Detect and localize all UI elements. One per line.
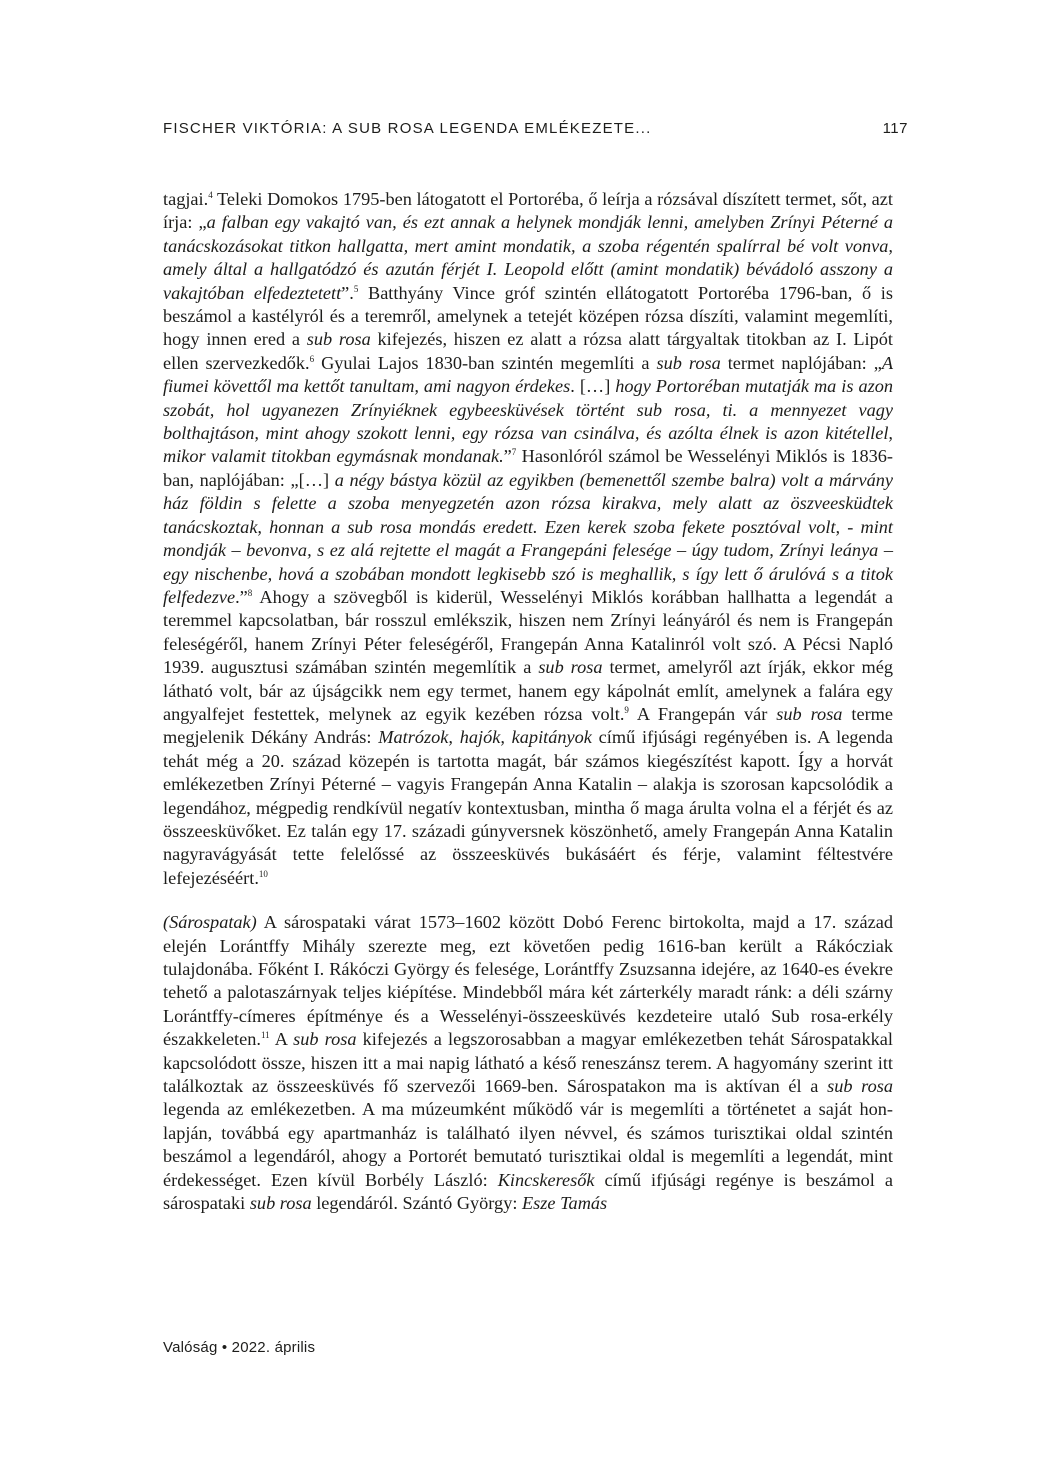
text-run: Teleki Domokos 1795-ben látogatott el Portoréba, ő leírja a rózsával díszített termet, sőt, azt írja: „ <box>163 189 893 233</box>
text-run: kifejezés, hiszen ez alatt a rózsa alatt tárgyaltak titokban az I. Lipót ellen szervezkedők. <box>163 329 893 373</box>
text-run: . […] <box>570 376 616 397</box>
article-body <box>163 188 893 1215</box>
italic-run: sub rosa <box>776 703 843 724</box>
text-run: A <box>269 1029 294 1050</box>
italic-run: (Sárospatak) <box>163 912 257 933</box>
text-run: A sárospataki várat 1573–1602 között Dobó Ferenc birtokolta, majd a 17. század elején Lorántffy Mihály szerezte meg, ezt követően pedig 1616-ban került a Rákócziak tulajdonába. Főként I. Rákóczi György és felesége, Lorántffy Zsuzsanna idejére, az 1640-es évekre tehető a palotaszárnyak teljes kiépítése. Mindebből mára két zárterkély maradt ránk: a déli szárny Lorántffy-címeres építménye és a Wesselényi-összeesküvés kezdeteire utaló Sub rosa-erkély északkeleten. <box>163 912 893 1050</box>
footnote-ref: 8 <box>247 587 253 598</box>
italic-run: sub rosa <box>827 1076 893 1097</box>
page-footer: Valóság • 2022. április <box>163 1339 316 1356</box>
text-run: A Frangepán vár <box>628 703 777 724</box>
italic-run: Kincskeresők <box>497 1169 595 1190</box>
italic-run: sub rosa <box>306 329 371 350</box>
italic-run: sub rosa <box>538 657 603 678</box>
text-run: .” <box>235 586 248 607</box>
page-number: 117 <box>882 120 908 137</box>
italic-run: hogy Portoréban mutatják ma is azon szobát, hol ugyanezen Zrínyiéknek egybeesküvések történt sub rosa, ti. a mennyezet vagy bolthajtáson, mint ahogy szokott lenni, egy rózsa van csinálva, és azólta élnek is azon kitétellel, mikor valamit titokban egymásnak mondanak. <box>163 376 894 467</box>
text-run: Batthyány Vince gróf szintén ellátogatott Portoréba 1796-ban, ő is beszámol a kastélyról és a teremről, amelynek a tetejét középen rózsa díszíti, valamint megemlíti, hogy innen ered a <box>163 282 893 350</box>
italic-run: sub rosa <box>249 1193 312 1214</box>
footnote-ref: 10 <box>258 868 268 879</box>
italic-run: sub rosa <box>293 1029 357 1050</box>
text-run: ”. <box>341 282 354 303</box>
running-header <box>163 120 908 144</box>
footnote-ref: 9 <box>624 704 629 715</box>
italic-run: Matrózok, hajók, kapitányok <box>378 727 592 748</box>
text-run: terme megjelenik Dékány András: <box>163 703 893 748</box>
text-run: kifejezés a legszorosabban a magyar emlékezetben tehát Sárospatakkal kapcsolódott össze, hiszen itt a mai napig látható a késő reneszánsz terem. A hagyomány szerint itt találkoztak az összeesküvés fő szervezői 1669-ben. Sárospatakon ma is aktívan él a <box>163 1029 893 1097</box>
text-run: Hasonlóról számol be Wesselényi Miklós is 1836-ban, naplójában: „[…] <box>163 446 893 490</box>
paragraph-portore <box>163 188 893 890</box>
italic-run: A fiumei követtől ma kettőt tanultam, ami nagyon érdekes <box>163 352 893 397</box>
italic-run: Esze Tamás <box>521 1193 608 1214</box>
text-run: ” <box>503 446 512 467</box>
footnote-ref: 4 <box>208 190 213 200</box>
italic-run: a négy bástya közül az egyikben (bemenettől szembe balra) volt a márvány ház földin s felette a szoba menyegzetén azon rózsa kirakva, mely alatt az öszveesküdtek tanácskoztak, honnan a sub rosa mondás eredett. Ezen kerek szoba fekete posztóval volt, - mint mondják – bevonva, s ez alá rejtette el magát a Frangepáni felesége – úgy tudom, Zrínyi leánya – egy nischenbe, hová a szobában mondott legkisebb szó is meghallik, s így lett ő árulóvá s a titok felfedezve <box>163 469 893 607</box>
text-run: tagjai. <box>163 189 209 209</box>
text-run: Gyulai Lajos 1830-ban szintén megemlíti a <box>314 352 657 373</box>
footnote-ref: 7 <box>511 447 517 458</box>
footnote-ref: 5 <box>353 283 359 294</box>
text-run: termet naplójában: „ <box>720 352 882 373</box>
text-run: című ifjúsági regénye is beszámol a sárospataki <box>163 1169 893 1214</box>
text-run: termet, amelyről azt írják, ekkor még látható volt, bár az újságcikk nem egy termet, hanem egy kápolnát említ, amelynek a falára egy angyalfejet festettek, melynek az egyik kezében rózsa volt. <box>163 657 893 724</box>
text-run: legenda az emlékezetben. A ma múzeumként működő vár is megemlíti a történetet a saját honlapján, továbbá egy apartmanház is található ilyen névvel, és számos turisztikai oldal szintén beszámol a legendáról, ahogy a Portorét bemutató turisztikai oldal is megemlíti a legendát, mint érdekességet. Ezen kívül Borbély László: <box>163 1099 893 1190</box>
italic-run: a falban egy vakajtó van, és ezt annak a helynek mondják lenni, amelyben Zrínyi Péterné a tanácskozásokat titkon hallgatta, mert amint mondatik, a szoba régentén spalírral bé volt vonva, amely által a hallgatódzó és azután férjét I. Leopold előtt (amint mondatik) bévádoló asszony a vakajtóban elfedeztetett <box>163 212 893 303</box>
running-title: FISCHER VIKTÓRIA: A SUB ROSA LEGENDA EMLÉKEZETE... <box>163 120 652 137</box>
text-run: Ahogy a szövegből is kiderül, Wesselényi Miklós korábban hallhatta a legendát a teremmel kapcsolatban, bár rosszul emlékszik, hiszen nem Zrínyi leányáról és nem is Frangepán feleségéről, hanem Zrínyi Péter feleségéről, Frangepán Anna Katalinról volt szó. A Pécsi Napló 1939. augusztusi számában szintén megemlítik a <box>163 586 893 678</box>
italic-run: sub rosa <box>656 352 721 373</box>
footnote-ref: 6 <box>309 353 315 364</box>
text-run: című ifjúsági regényében is. A legenda tehát még a 20. század közepén is tartotta magát, bár számos kiegészítést kapott. Így a horvát emlékezetben Zrínyi Péterné – vagyis Frangepán Anna Katalin – alakja is szorosan kapcsolódik a legendához, mégpedig rendkívül negatív kontextusban, mintha ő maga árulta volna el a férjét és az összeesküvőket. Ez talán egy 17. századi gúnyversnek köszönhető, amely Frangepán Anna Katalin nagyravágyását tette felelőssé az összeesküvés bukásáért és férje, valamint féltestvére lefejezéséért. <box>163 727 893 888</box>
paragraph-sarospatak <box>163 911 893 1215</box>
footnote-ref: 11 <box>260 1030 270 1041</box>
text-run: legendáról. Szántó György: <box>311 1193 522 1214</box>
